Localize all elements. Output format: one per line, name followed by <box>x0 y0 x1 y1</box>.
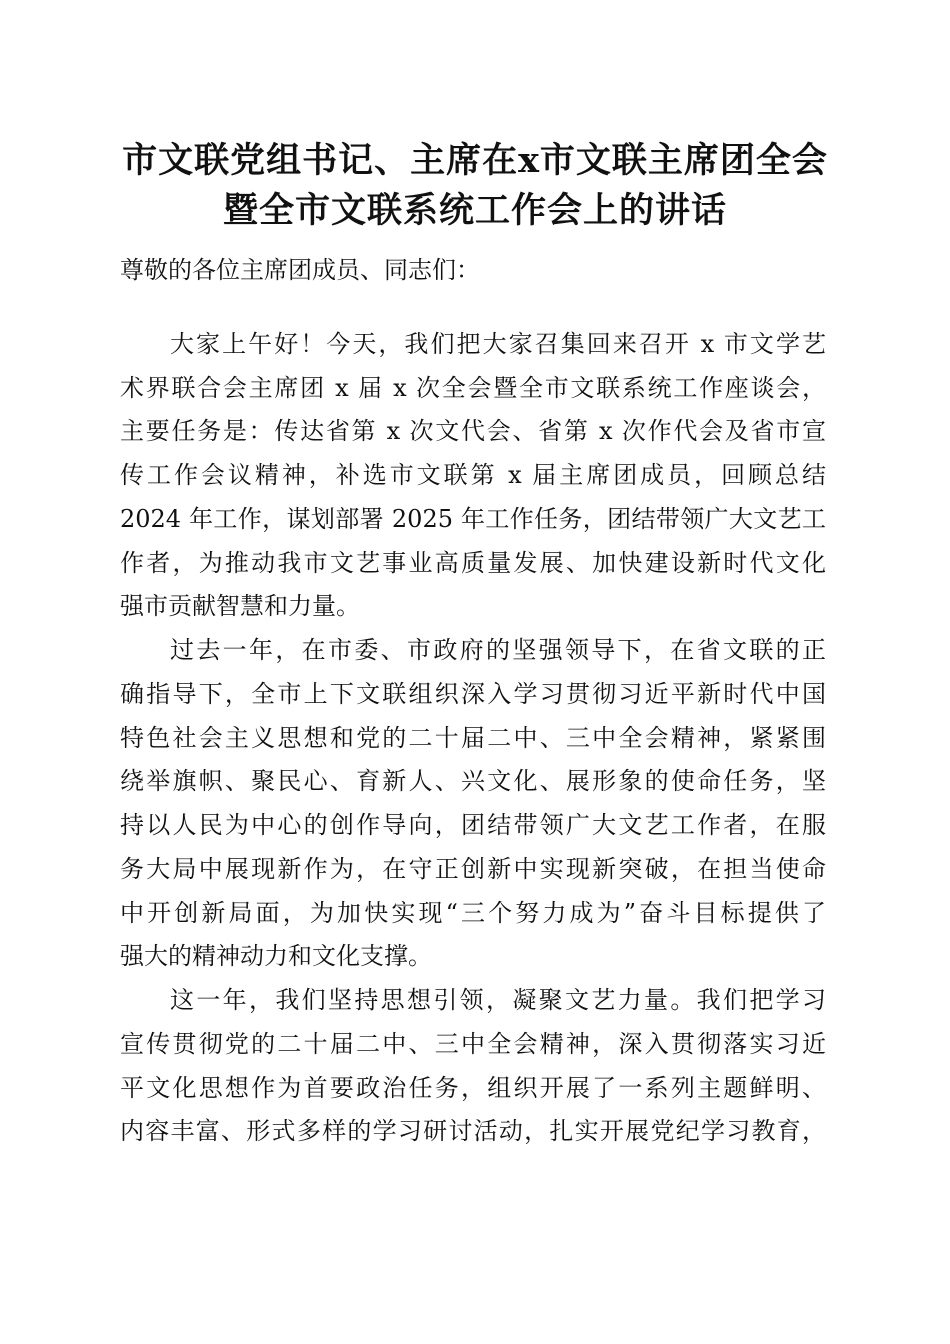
paragraph-1-line: 大家上午好！今天，我们把大家召集回来召开 x 市文学艺 <box>170 330 826 358</box>
paragraph-2-line: 持以人民为中心的创作导向，团结带领广大文艺工作者，在服 <box>120 811 826 839</box>
paragraph-2-line: 确指导下，全市上下文联组织深入学习贯彻习近平新时代中国 <box>120 680 826 708</box>
paragraph-1-line: 2024 年工作，谋划部署 2025 年工作任务，团结带领广大文艺工 <box>120 505 826 533</box>
paragraph-2-line: 务大局中展现新作为，在守正创新中实现新突破，在担当使命 <box>120 855 826 883</box>
document-title-line-1: 市文联党组书记、主席在x市文联主席团全会 <box>122 140 828 181</box>
paragraph-1-line: 作者，为推动我市文艺事业高质量发展、加快建设新时代文化 <box>120 549 826 577</box>
paragraph-2-line: 特色社会主义思想和党的二十届二中、三中全会精神，紧紧围 <box>120 724 826 752</box>
paragraph-1-line: 主要任务是：传达省第 x 次文代会、省第 x 次作代会及省市宣 <box>120 417 826 445</box>
paragraph-1-line: 强市贡献智慧和力量。 <box>120 592 360 620</box>
paragraph-3-line: 宣传贯彻党的二十届二中、三中全会精神，深入贯彻落实习近 <box>120 1030 826 1058</box>
paragraph-2-line: 强大的精神动力和文化支撑。 <box>120 942 432 970</box>
paragraph-3-line: 平文化思想作为首要政治任务，组织开展了一系列主题鲜明、 <box>120 1074 826 1102</box>
paragraph-3-line: 内容丰富、形式多样的学习研讨活动，扎实开展党纪学习教育， <box>120 1117 826 1145</box>
paragraph-3-line: 这一年，我们坚持思想引领，凝聚文艺力量。我们把学习 <box>170 986 826 1014</box>
paragraph-2-line: 绕举旗帜、聚民心、育新人、兴文化、展形象的使命任务，坚 <box>120 767 826 795</box>
paragraph-2-line: 中开创新局面，为加快实现“三个努力成为”奋斗目标提供了 <box>120 899 826 927</box>
paragraph-1-line: 术界联合会主席团 x 届 x 次全会暨全市文联系统工作座谈会， <box>120 374 826 402</box>
document-title-line-2: 暨全市文联系统工作会上的讲话 <box>222 190 727 231</box>
paragraph-1-line: 传工作会议精神，补选市文联第 x 届主席团成员，回顾总结 <box>120 461 826 489</box>
paragraph-2-line: 过去一年，在市委、市政府的坚强领导下，在省文联的正 <box>170 636 826 664</box>
salutation: 尊敬的各位主席团成员、同志们： <box>120 256 480 284</box>
